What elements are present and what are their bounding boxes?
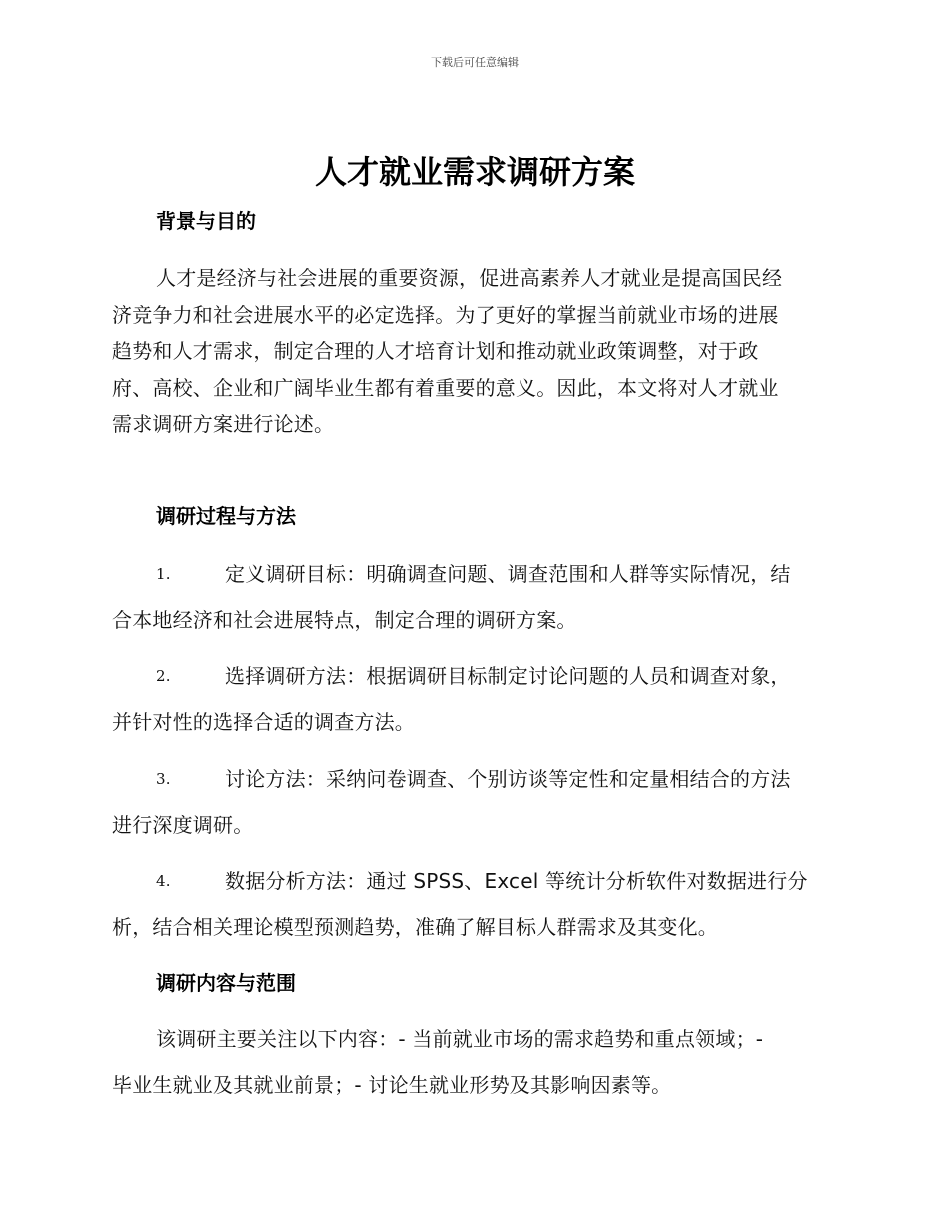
section-heading-background: 背景与目的 [156, 209, 256, 233]
list-item-text: 并针对性的选择合适的调查方法。 [112, 710, 415, 734]
document-title: 人才就业需求调研方案 [314, 153, 635, 191]
list-item-number: 1. [156, 565, 171, 583]
list-item-number: 3. [156, 770, 171, 788]
list-item-text: 定义调研目标：明确调查问题、调查范围和人群等实际情况，结 [225, 562, 791, 586]
list-item-number: 2. [156, 667, 171, 685]
paragraph-line: 需求调研方案进行论述。 [112, 412, 335, 437]
paragraph-line: 人才是经济与社会进展的重要资源，促进高素养人才就业是提高国民经 [156, 266, 783, 290]
list-item-text: 进行深度调研。 [112, 813, 254, 837]
background-paragraph [112, 260, 838, 443]
header-note: 下载后可任意编辑 [431, 56, 519, 69]
paragraph-line: 该调研主要关注以下内容：- 当前就业市场的需求趋势和重点领域；- [156, 1027, 764, 1051]
list-item-text: 讨论方法：采纳问卷调查、个别访谈等定性和定量相结合的方法 [225, 767, 791, 791]
section-heading-process: 调研过程与方法 [156, 504, 296, 528]
list-item-number: 4. [156, 872, 171, 890]
list-item-text: 合本地经济和社会进展特点，制定合理的调研方案。 [112, 608, 577, 632]
paragraph-line: 毕业生就业及其就业前景；- 讨论生就业形势及其影响因素等。 [112, 1073, 672, 1097]
list-item-text: 析，结合相关理论模型预测趋势，准确了解目标人群需求及其变化。 [112, 915, 718, 939]
section-heading-scope: 调研内容与范围 [156, 971, 296, 995]
paragraph-line: 府、高校、企业和广阔毕业生都有着重要的意义。因此，本文将对人才就业 [112, 375, 779, 400]
paragraph-line: 济竞争力和社会进展水平的必定选择。为了更好的掌握当前就业市场的进展 [112, 302, 779, 327]
list-item-text: 数据分析方法：通过 SPSS、Excel 等统计分析软件对数据进行分 [225, 869, 808, 893]
list-item-text: 选择调研方法：根据调研目标制定讨论问题的人员和调查对象， [225, 664, 791, 688]
paragraph-line: 趋势和人才需求，制定合理的人才培育计划和推动就业政策调整，对于政 [112, 339, 759, 364]
